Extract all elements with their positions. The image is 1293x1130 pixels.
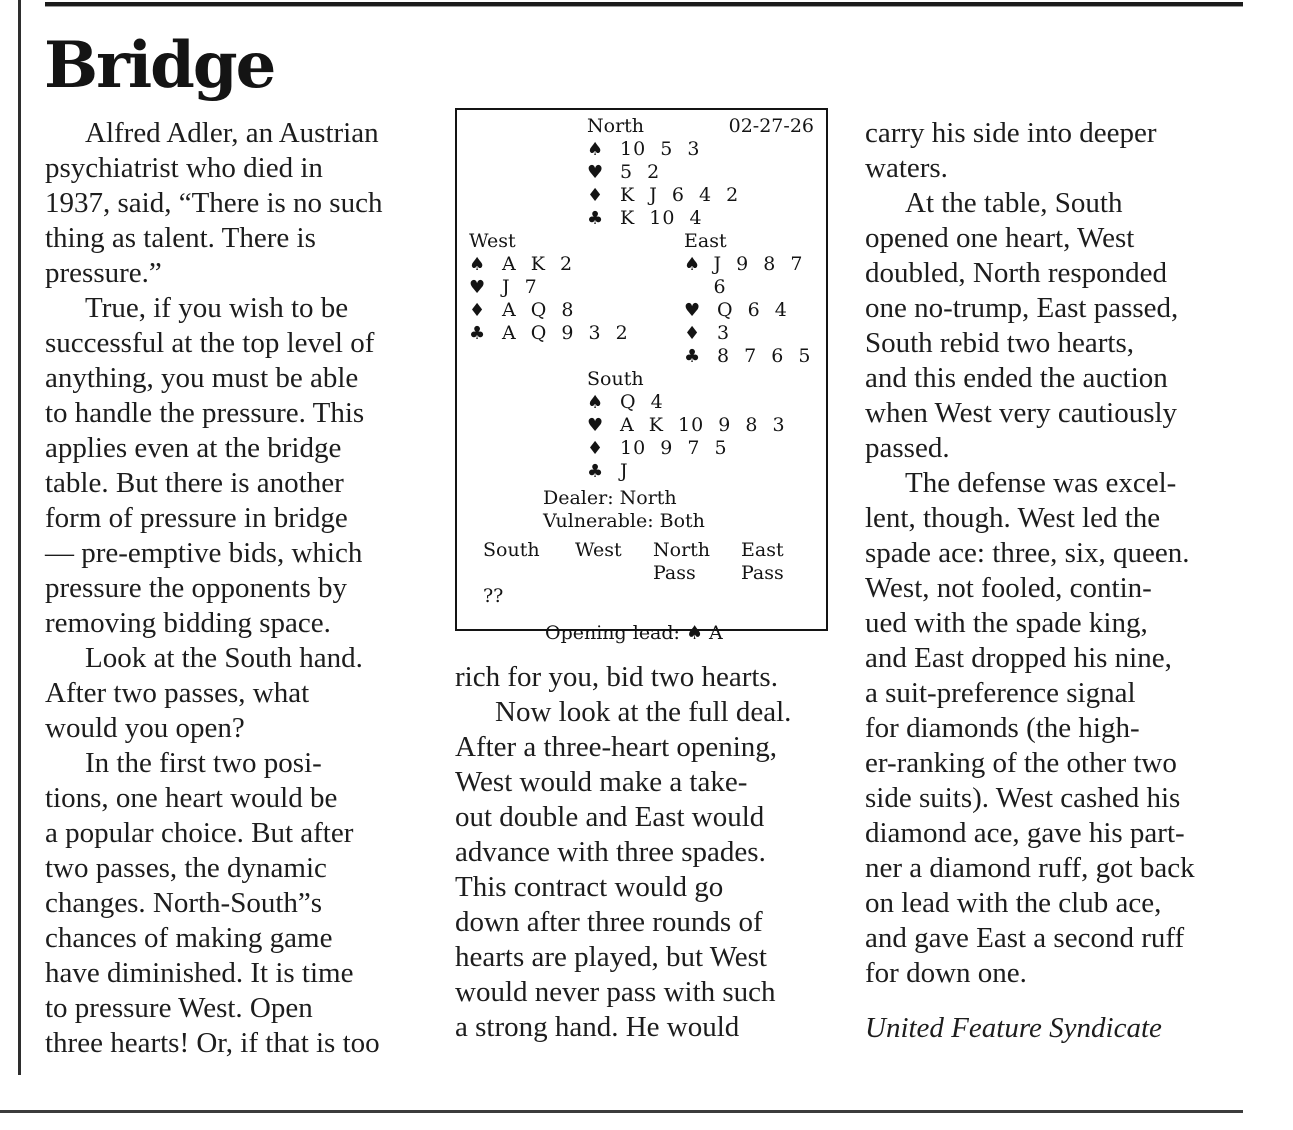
bottom-rule xyxy=(0,1110,1243,1113)
middle-text-column xyxy=(455,660,855,1045)
text-line: one no-trump, East passed, xyxy=(865,292,1179,324)
bid-cell xyxy=(575,585,653,608)
bid-column-header: East xyxy=(741,539,784,561)
text-line: would you open? xyxy=(45,712,245,744)
suit-row xyxy=(587,460,818,483)
text-line: three hearts! Or, if that is too xyxy=(45,1027,380,1059)
bid-cell: ?? xyxy=(483,585,504,607)
text-line: and East dropped his nine, xyxy=(865,642,1172,674)
text-line: rich for you, bid two hearts. xyxy=(455,661,778,693)
card-values: A K 2 xyxy=(502,253,574,275)
diamond-icon: ♦ xyxy=(469,300,486,321)
deal-date: 02-27-26 xyxy=(728,115,814,137)
text-line: spade ace: three, six, queen. xyxy=(865,537,1190,569)
text-line: ner a diamond ruff, got back xyxy=(865,852,1195,884)
text-line: on lead with the club ace, xyxy=(865,887,1162,919)
text-line: anything, you must be able xyxy=(45,362,359,394)
suit-row xyxy=(587,161,818,184)
bid-cell xyxy=(741,585,818,608)
text-line: to handle the pressure. This xyxy=(45,397,365,429)
text-line: side suits). West cashed his xyxy=(865,782,1181,814)
heart-icon: ♥ xyxy=(684,300,701,321)
bid-cell: Pass xyxy=(741,562,784,584)
suit-row xyxy=(587,391,818,414)
text-line: table. But there is another xyxy=(45,467,344,499)
heart-icon: ♥ xyxy=(587,415,604,436)
text-line: opened one heart, West xyxy=(865,222,1135,254)
card-values: 10 5 3 xyxy=(620,138,701,160)
south-hand-label: South xyxy=(587,368,644,390)
north-hand-label: North xyxy=(587,115,645,137)
text-line: After two passes, what xyxy=(45,677,310,709)
diamond-icon: ♦ xyxy=(587,185,604,206)
suit-row xyxy=(469,299,684,322)
heart-icon: ♥ xyxy=(587,162,604,183)
left-text-column xyxy=(45,116,443,1061)
card-values: 3 xyxy=(717,322,731,344)
suit-row xyxy=(587,437,818,460)
text-line: At the table, South xyxy=(905,187,1123,219)
club-icon: ♣ xyxy=(587,461,604,482)
suit-row xyxy=(684,345,818,368)
west-hand xyxy=(469,253,684,345)
text-line: for down one. xyxy=(865,957,1027,989)
bid-cell xyxy=(483,562,575,585)
text-line: successful at the top level of xyxy=(45,327,375,359)
text-line: removing bidding space. xyxy=(45,607,331,639)
suit-row xyxy=(684,299,818,322)
text-line: advance with three spades. xyxy=(455,836,766,868)
card-values: J 7 xyxy=(502,276,538,298)
text-line: a strong hand. He would xyxy=(455,1011,740,1043)
club-icon: ♣ xyxy=(684,346,701,367)
club-icon: ♣ xyxy=(469,323,486,344)
text-line: for diamonds (the high- xyxy=(865,712,1140,744)
text-line: applies even at the bridge xyxy=(45,432,342,464)
text-line: out double and East would xyxy=(455,801,765,833)
east-hand-label: East xyxy=(684,230,727,252)
text-line: chances of making game xyxy=(45,922,333,954)
text-line: er-ranking of the other two xyxy=(865,747,1177,779)
text-line: form of pressure in bridge xyxy=(45,502,348,534)
text-line: ued with the spade king, xyxy=(865,607,1148,639)
text-line: lent, though. West led the xyxy=(865,502,1161,534)
heart-icon: ♥ xyxy=(469,277,486,298)
north-hand xyxy=(587,138,818,230)
bid-column-header: South xyxy=(483,539,540,561)
card-values: 5 2 xyxy=(620,161,661,183)
suit-row xyxy=(587,207,818,230)
diagram-header xyxy=(465,115,818,138)
text-line: Look at the South hand. xyxy=(85,642,363,674)
text-line: tions, one heart would be xyxy=(45,782,338,814)
card-values: A Q 8 xyxy=(502,299,575,321)
card-values: A K 10 9 8 3 xyxy=(620,414,786,436)
card-values: A Q 9 3 2 xyxy=(502,322,629,344)
suit-row xyxy=(587,184,818,207)
card-values: K J 6 4 2 xyxy=(620,184,740,206)
club-icon: ♣ xyxy=(587,208,604,229)
text-line: a popular choice. But after xyxy=(45,817,354,849)
suit-row xyxy=(469,276,684,299)
bid-cell xyxy=(653,585,741,608)
text-line: passed. xyxy=(865,432,950,464)
syndicate-byline: United Feature Syndicate xyxy=(865,1012,1162,1044)
text-line: and this ended the auction xyxy=(865,362,1168,394)
bid-cell: Pass xyxy=(653,562,696,584)
text-line: carry his side into deeper xyxy=(865,117,1157,149)
text-line: The defense was excel- xyxy=(905,467,1177,499)
spade-icon: ♠ xyxy=(587,139,604,160)
east-hand-block xyxy=(684,230,818,368)
south-hand xyxy=(587,391,818,483)
card-values: Q 4 xyxy=(620,391,664,413)
suit-row xyxy=(587,138,818,161)
text-line: After a three-heart opening, xyxy=(455,731,778,763)
card-values: J 9 8 7 6 xyxy=(713,253,804,298)
text-line: to pressure West. Open xyxy=(45,992,313,1024)
card-values: 10 9 7 5 xyxy=(620,437,728,459)
text-line: waters. xyxy=(865,152,948,184)
text-line: hearts are played, but West xyxy=(455,941,767,973)
card-values: K 10 4 xyxy=(620,207,703,229)
bridge-deal-diagram xyxy=(455,108,828,644)
text-line: 1937, said, “There is no such xyxy=(45,187,383,219)
text-line: pressure.” xyxy=(45,257,162,289)
diamond-icon: ♦ xyxy=(684,323,701,344)
text-line: pressure the opponents by xyxy=(45,572,348,604)
suit-row xyxy=(469,322,684,345)
bid-column-header: North xyxy=(653,539,711,561)
text-line: have diminished. It is time xyxy=(45,957,354,989)
text-line: a suit-preference signal xyxy=(865,677,1136,709)
diamond-icon: ♦ xyxy=(587,438,604,459)
text-line: psychiatrist who died in xyxy=(45,152,323,184)
text-line: two passes, the dynamic xyxy=(45,852,327,884)
text-line: thing as talent. There is xyxy=(45,222,316,254)
spade-icon: ♠ xyxy=(684,254,701,275)
bid-cell xyxy=(575,562,653,585)
west-east-row xyxy=(469,230,818,368)
text-line: would never pass with such xyxy=(455,976,776,1008)
left-column-rule xyxy=(18,0,21,1075)
card-values: 8 7 6 5 xyxy=(717,345,812,367)
text-line: down after three rounds of xyxy=(455,906,763,938)
suit-row xyxy=(469,253,684,276)
text-line: and gave East a second ruff xyxy=(865,922,1185,954)
text-line: — pre-emptive bids, which xyxy=(45,537,363,569)
spade-icon: ♠ xyxy=(587,392,604,413)
text-line: West, not fooled, contin- xyxy=(865,572,1152,604)
dealer-line: Dealer: North xyxy=(543,487,677,509)
suit-row xyxy=(684,253,818,299)
column-title: Bridge xyxy=(44,28,275,103)
text-line: when West very cautiously xyxy=(865,397,1178,429)
vulnerable-line: Vulnerable: Both xyxy=(543,510,705,532)
card-values: Q 6 4 xyxy=(717,299,788,321)
bid-column-header: West xyxy=(575,539,622,561)
card-values: J xyxy=(620,460,629,482)
text-line: diamond ace, gave his part- xyxy=(865,817,1185,849)
text-line: South rebid two hearts, xyxy=(865,327,1135,359)
text-line: This contract would go xyxy=(455,871,724,903)
top-rule xyxy=(45,2,1243,7)
text-line: doubled, North responded xyxy=(865,257,1168,289)
spade-icon: ♠ xyxy=(469,254,486,275)
opening-lead-line: Opening lead: ♠ A xyxy=(545,622,723,644)
bidding-table xyxy=(465,539,818,608)
text-line: True, if you wish to be xyxy=(85,292,349,324)
east-hand xyxy=(684,253,818,368)
right-text-column xyxy=(865,116,1265,991)
text-line: In the first two posi- xyxy=(85,747,322,779)
west-hand-block xyxy=(469,230,684,368)
text-line: West would make a take- xyxy=(455,766,748,798)
text-line: Alfred Adler, an Austrian xyxy=(85,117,379,149)
suit-row xyxy=(684,322,818,345)
text-line: changes. North-South”s xyxy=(45,887,323,919)
west-hand-label: West xyxy=(469,230,516,252)
text-line: Now look at the full deal. xyxy=(495,696,792,728)
suit-row xyxy=(587,414,818,437)
